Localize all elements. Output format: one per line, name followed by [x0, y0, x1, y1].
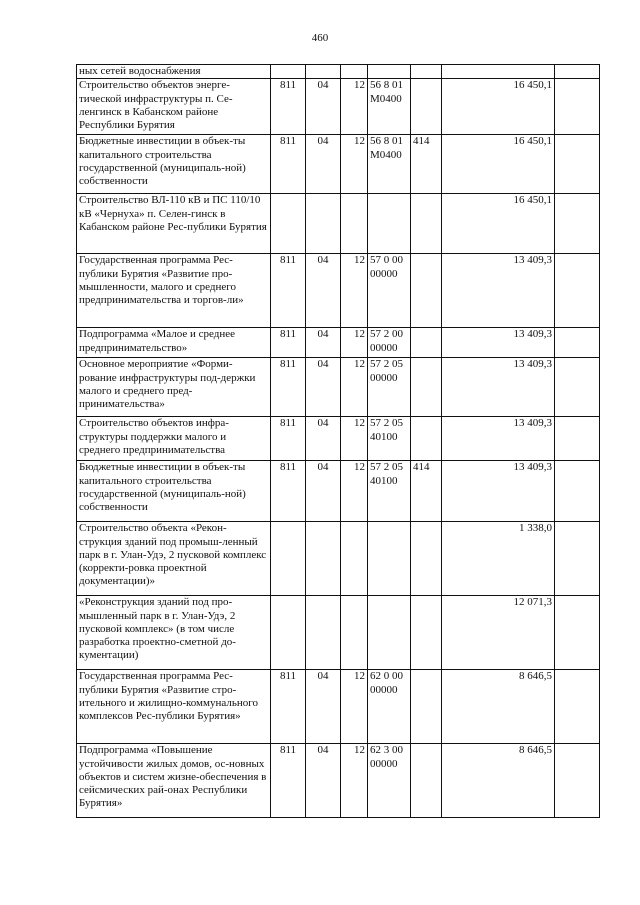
row-section-code-cell [306, 65, 341, 79]
row-section-code-cell [306, 461, 341, 522]
row-section-code-cell [306, 670, 341, 744]
row-name-text: Государственная программа Рес-публики Бурятия «Развитие стро-ительного и жилищно-коммунального комплексов Рес-публики Бурятия» [79, 670, 258, 723]
row-name-cell [77, 194, 271, 254]
row-section-code-text: 04 [317, 417, 329, 430]
row-target-article-cell [368, 65, 411, 79]
row-ministry-code-text: 811 [279, 79, 297, 92]
row-target-article-text: 57 2 05 40100 [370, 461, 403, 487]
row-name-text: Подпрограмма «Повышение устойчивости жилых домов, ос-новных объектов и систем жизне-обеспечения в сейсмических рай-онах Республики Бурятия» [79, 744, 267, 810]
row-name-cell [77, 744, 271, 818]
row-name-text: Бюджетные инвестиции в объек-ты капитального строительства государственной (муниципаль-ной) собственности [79, 135, 246, 188]
row-name-text: «Реконструкция зданий под про-мышленный парк в г. Улан-Удэ, 2 пусковой комплекс» (в том числе разработка проектно-сметной до-кументации) [79, 596, 236, 662]
row-name-text: Основное мероприятие «Форми-рование инфраструктуры под-держки малого и среднего пред-принимательства» [79, 358, 256, 411]
row-name-cell [77, 254, 271, 328]
row-ministry-code-text: 811 [279, 358, 297, 371]
row-expense-type-cell [411, 328, 442, 358]
row-amount-text: 8 646,5 [519, 670, 552, 683]
row-extra-cell [555, 194, 600, 254]
row-target-article-cell [368, 328, 411, 358]
row-name-text: Бюджетные инвестиции в объек-ты капитального строительства государственной (муниципаль-ной) собственности [79, 461, 246, 514]
page-number: 460 [311, 32, 329, 44]
row-ministry-code-cell [271, 254, 306, 328]
table-row [77, 744, 600, 818]
row-subsection-code-cell [341, 254, 368, 328]
row-amount-text: 12 071,3 [513, 596, 552, 609]
table-row [77, 670, 600, 744]
row-amount-cell [442, 358, 555, 417]
row-target-article-text: 62 0 00 00000 [370, 670, 403, 696]
row-ministry-code-cell [271, 670, 306, 744]
row-amount-cell [442, 135, 555, 194]
table-row [77, 358, 600, 417]
row-expense-type-text: 414 [413, 135, 430, 148]
row-subsection-code-text: 12 [354, 417, 365, 430]
row-ministry-code-text: 811 [279, 328, 297, 341]
row-section-code-cell [306, 328, 341, 358]
row-target-article-cell [368, 79, 411, 135]
row-target-article-text: 57 2 05 40100 [370, 417, 403, 443]
row-section-code-cell [306, 596, 341, 670]
row-subsection-code-cell [341, 417, 368, 461]
row-name-text: Подпрограмма «Малое и среднее предпринимательство» [79, 328, 236, 354]
row-subsection-code-text: 12 [354, 358, 365, 371]
row-amount-cell [442, 328, 555, 358]
row-amount-cell [442, 65, 555, 79]
table-row [77, 596, 600, 670]
row-expense-type-cell [411, 358, 442, 417]
row-subsection-code-text: 12 [354, 254, 365, 267]
row-amount-text: 13 409,3 [513, 254, 552, 267]
table-row [77, 254, 600, 328]
row-target-article-cell [368, 522, 411, 596]
row-amount-cell [442, 596, 555, 670]
row-amount-text: 16 450,1 [513, 135, 552, 148]
row-name-text: ных сетей водоснабжения [79, 65, 201, 77]
row-ministry-code-cell [271, 65, 306, 79]
row-extra-cell [555, 254, 600, 328]
row-target-article-cell [368, 254, 411, 328]
table-row [77, 417, 600, 461]
row-amount-text: 13 409,3 [513, 328, 552, 341]
row-amount-cell [442, 254, 555, 328]
row-extra-cell [555, 744, 600, 818]
row-amount-cell [442, 417, 555, 461]
row-name-cell [77, 135, 271, 194]
row-expense-type-cell [411, 417, 442, 461]
row-name-cell [77, 358, 271, 417]
row-amount-text: 16 450,1 [513, 194, 552, 207]
row-subsection-code-cell [341, 522, 368, 596]
row-name-text: Строительство объекта «Рекон-струкция зданий под промыш-ленный парк в г. Улан-Удэ, 2 пусковой комплекс (корректи-ровка проектной документации)» [79, 522, 267, 588]
table-row [77, 461, 600, 522]
table-row [77, 194, 600, 254]
row-subsection-code-cell [341, 65, 368, 79]
row-name-cell [77, 522, 271, 596]
row-section-code-text: 04 [317, 135, 329, 148]
row-name-text: Строительство объектов инфра-структуры поддержки малого и среднего предпринимательства [79, 417, 229, 456]
table-row [77, 65, 600, 79]
row-ministry-code-cell [271, 744, 306, 818]
row-ministry-code-text: 811 [279, 744, 297, 757]
row-section-code-cell [306, 522, 341, 596]
row-amount-cell [442, 79, 555, 135]
row-ministry-code-cell [271, 522, 306, 596]
row-target-article-cell [368, 461, 411, 522]
row-ministry-code-cell [271, 596, 306, 670]
table-row [77, 79, 600, 135]
row-subsection-code-cell [341, 79, 368, 135]
row-name-cell [77, 328, 271, 358]
row-section-code-text: 04 [317, 461, 329, 474]
row-expense-type-cell [411, 79, 442, 135]
row-extra-cell [555, 65, 600, 79]
table-row [77, 135, 600, 194]
row-extra-cell [555, 417, 600, 461]
row-amount-text: 1 338,0 [519, 522, 552, 535]
row-target-article-text: 57 0 00 00000 [370, 254, 403, 280]
row-name-cell [77, 417, 271, 461]
row-subsection-code-cell [341, 194, 368, 254]
row-extra-cell [555, 328, 600, 358]
row-amount-cell [442, 670, 555, 744]
row-ministry-code-cell [271, 328, 306, 358]
row-section-code-text: 04 [317, 744, 329, 757]
row-name-text: Государственная программа Рес-публики Бурятия «Развитие про-мышленности, малого и среднего предпринимательства и торгов-ли» [79, 254, 244, 307]
row-ministry-code-text: 811 [279, 135, 297, 148]
row-subsection-code-text: 12 [354, 670, 365, 683]
row-ministry-code-cell [271, 358, 306, 417]
row-section-code-cell [306, 135, 341, 194]
row-ministry-code-cell [271, 194, 306, 254]
row-amount-text: 16 450,1 [513, 79, 552, 92]
row-expense-type-cell [411, 254, 442, 328]
row-expense-type-cell [411, 65, 442, 79]
table-row [77, 328, 600, 358]
row-subsection-code-cell [341, 328, 368, 358]
row-amount-cell [442, 522, 555, 596]
row-ministry-code-text: 811 [279, 461, 297, 474]
row-extra-cell [555, 79, 600, 135]
row-subsection-code-cell [341, 358, 368, 417]
row-subsection-code-cell [341, 135, 368, 194]
row-subsection-code-text: 12 [354, 79, 365, 92]
row-expense-type-cell [411, 522, 442, 596]
row-target-article-cell [368, 135, 411, 194]
row-target-article-text: 62 3 00 00000 [370, 744, 403, 770]
row-amount-cell [442, 744, 555, 818]
row-extra-cell [555, 358, 600, 417]
row-subsection-code-cell [341, 461, 368, 522]
row-subsection-code-text: 12 [354, 135, 365, 148]
row-target-article-cell [368, 358, 411, 417]
row-target-article-cell [368, 744, 411, 818]
row-section-code-cell [306, 254, 341, 328]
row-extra-cell [555, 461, 600, 522]
row-expense-type-cell [411, 135, 442, 194]
row-extra-cell [555, 670, 600, 744]
row-extra-cell [555, 135, 600, 194]
row-subsection-code-text: 12 [354, 744, 365, 757]
row-extra-cell [555, 522, 600, 596]
row-section-code-cell [306, 417, 341, 461]
row-amount-cell [442, 194, 555, 254]
row-amount-text: 13 409,3 [513, 358, 552, 371]
row-expense-type-text: 414 [413, 461, 430, 474]
row-expense-type-cell [411, 596, 442, 670]
row-extra-cell [555, 596, 600, 670]
row-expense-type-cell [411, 461, 442, 522]
row-section-code-cell [306, 744, 341, 818]
table-row [77, 522, 600, 596]
row-name-cell [77, 65, 271, 79]
row-section-code-text: 04 [317, 254, 329, 267]
row-expense-type-cell [411, 670, 442, 744]
row-subsection-code-text: 12 [354, 461, 365, 474]
budget-table [76, 64, 600, 818]
row-section-code-text: 04 [317, 670, 329, 683]
row-target-article-cell [368, 670, 411, 744]
row-subsection-code-cell [341, 596, 368, 670]
row-subsection-code-text: 12 [354, 328, 365, 341]
row-expense-type-cell [411, 194, 442, 254]
row-ministry-code-text: 811 [279, 417, 297, 430]
row-ministry-code-cell [271, 417, 306, 461]
row-section-code-text: 04 [317, 79, 329, 92]
row-ministry-code-text: 811 [279, 670, 297, 683]
row-name-cell [77, 670, 271, 744]
row-ministry-code-text: 811 [279, 254, 297, 267]
row-target-article-text: 57 2 05 00000 [370, 358, 403, 384]
row-target-article-text: 56 8 01 М0400 [370, 135, 403, 161]
row-subsection-code-cell [341, 744, 368, 818]
row-amount-cell [442, 461, 555, 522]
row-ministry-code-cell [271, 461, 306, 522]
row-section-code-text: 04 [317, 328, 329, 341]
row-section-code-text: 04 [317, 358, 329, 371]
row-target-article-cell [368, 417, 411, 461]
row-amount-text: 13 409,3 [513, 417, 552, 430]
row-target-article-text: 56 8 01 М0400 [370, 79, 403, 105]
row-target-article-cell [368, 596, 411, 670]
row-ministry-code-cell [271, 79, 306, 135]
row-name-text: Строительство объектов энерге-тической инфраструктуры п. Се-ленгинск в Кабанском районе Республики Бурятия [79, 79, 233, 132]
row-section-code-cell [306, 194, 341, 254]
row-target-article-text: 57 2 00 00000 [370, 328, 403, 354]
row-section-code-cell [306, 358, 341, 417]
row-ministry-code-cell [271, 135, 306, 194]
row-section-code-cell [306, 79, 341, 135]
row-name-text: Строительство ВЛ-110 кВ и ПС 110/10 кВ «Чернуха» п. Селен-гинск в Кабанском районе Рес-публики Бурятия [79, 194, 267, 233]
table-body [77, 65, 600, 818]
row-target-article-cell [368, 194, 411, 254]
row-name-cell [77, 596, 271, 670]
row-expense-type-cell [411, 744, 442, 818]
row-name-cell [77, 79, 271, 135]
row-name-cell [77, 461, 271, 522]
row-amount-text: 8 646,5 [519, 744, 552, 757]
row-subsection-code-cell [341, 670, 368, 744]
row-amount-text: 13 409,3 [513, 461, 552, 474]
